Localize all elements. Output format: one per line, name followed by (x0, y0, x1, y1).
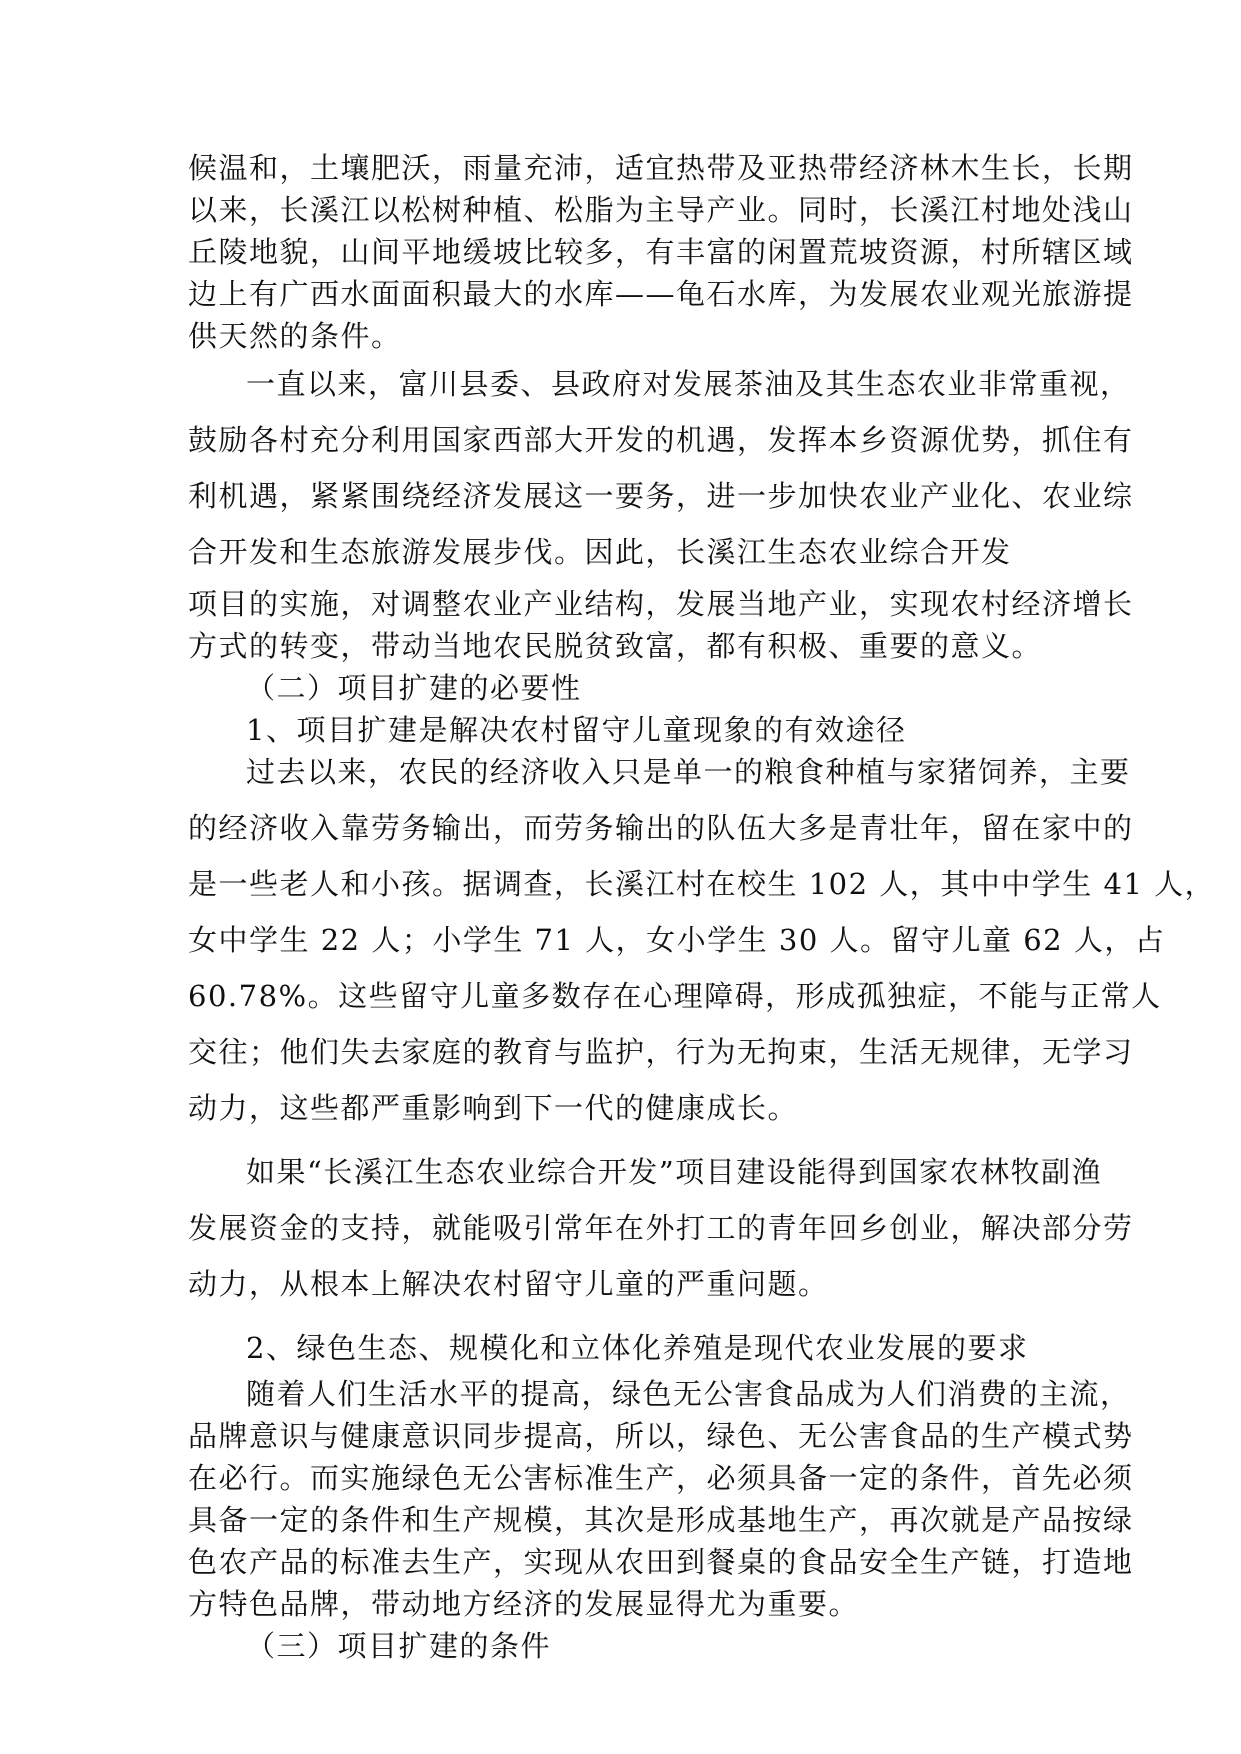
paragraph-line: 合开发和生态旅游发展步伐。因此，长溪江生态农业综合开发 (188, 535, 1012, 569)
paragraph-line: 品牌意识与健康意识同步提高，所以，绿色、无公害食品的生产模式势 (188, 1419, 1134, 1453)
paragraph-line: 女中学生 22 人；小学生 71 人，女小学生 30 人。留守儿童 62 人，占 (188, 923, 1166, 957)
paragraph-line: 方特色品牌，带动地方经济的发展显得尤为重要。 (188, 1587, 860, 1621)
paragraph-line: 是一些老人和小孩。据调查，长溪江村在校生 102 人，其中中学生 41 人， (188, 867, 1216, 901)
paragraph-line: 交往；他们失去家庭的教育与监护，行为无拘束，生活无规律，无学习 (188, 1035, 1134, 1069)
paragraph-line: 60.78%。这些留守儿童多数存在心理障碍，形成孤独症，不能与正常人 (188, 979, 1162, 1013)
paragraph-line: 如果“长溪江生态农业综合开发”项目建设能得到国家农林牧副渔 (246, 1155, 1103, 1189)
paragraph-line: 丘陵地貌，山间平地缓坡比较多，有丰富的闲置荒坡资源，村所辖区域 (188, 235, 1134, 269)
paragraph-line: 随着人们生活水平的提高，绿色无公害食品成为人们消费的主流， (246, 1377, 1131, 1411)
paragraph-line: 鼓励各村充分利用国家西部大开发的机遇，发挥本乡资源优势，抓住有 (188, 423, 1134, 457)
paragraph-line: 在必行。而实施绿色无公害标准生产，必须具备一定的条件，首先必须 (188, 1461, 1134, 1495)
paragraph-line: 动力，从根本上解决农村留守儿童的严重问题。 (188, 1267, 829, 1301)
paragraph-line: 边上有广西水面面积最大的水库——龟石水库，为发展农业观光旅游提 (188, 277, 1134, 311)
paragraph-line: 项目的实施，对调整农业产业结构，发展当地产业，实现农村经济增长 (188, 587, 1134, 621)
section-heading: （二）项目扩建的必要性 (246, 671, 582, 705)
paragraph-line: 供天然的条件。 (188, 319, 402, 353)
paragraph-line: 利机遇，紧紧围绕经济发展这一要务，进一步加快农业产业化、农业综 (188, 479, 1134, 513)
paragraph-line: 候温和，土壤肥沃，雨量充沛，适宜热带及亚热带经济林木生长，长期 (188, 151, 1134, 185)
paragraph-line: 的经济收入靠劳务输出，而劳务输出的队伍大多是青壮年，留在家中的 (188, 811, 1134, 845)
section-heading: （三）项目扩建的条件 (246, 1629, 552, 1663)
paragraph-line: 以来，长溪江以松树种植、松脂为主导产业。同时，长溪江村地处浅山 (188, 193, 1134, 227)
paragraph-line: 发展资金的支持，就能吸引常年在外打工的青年回乡创业，解决部分劳 (188, 1211, 1134, 1245)
subsection-heading: 1、项目扩建是解决农村留守儿童现象的有效途径 (246, 713, 907, 747)
paragraph-line: 具备一定的条件和生产规模，其次是形成基地生产，再次就是产品按绿 (188, 1503, 1134, 1537)
paragraph-line: 动力，这些都严重影响到下一代的健康成长。 (188, 1091, 799, 1125)
paragraph-line: 方式的转变，带动当地农民脱贫致富，都有积极、重要的意义。 (188, 629, 1043, 663)
paragraph-line: 色农产品的标准去生产，实现从农田到餐桌的食品安全生产链，打造地 (188, 1545, 1134, 1579)
paragraph-line: 过去以来，农民的经济收入只是单一的粮食种植与家猪饲养，主要 (246, 755, 1131, 789)
paragraph-line: 一直以来，富川县委、县政府对发展茶油及其生态农业非常重视， (246, 367, 1131, 401)
subsection-heading: 2、绿色生态、规模化和立体化养殖是现代农业发展的要求 (246, 1331, 1029, 1365)
